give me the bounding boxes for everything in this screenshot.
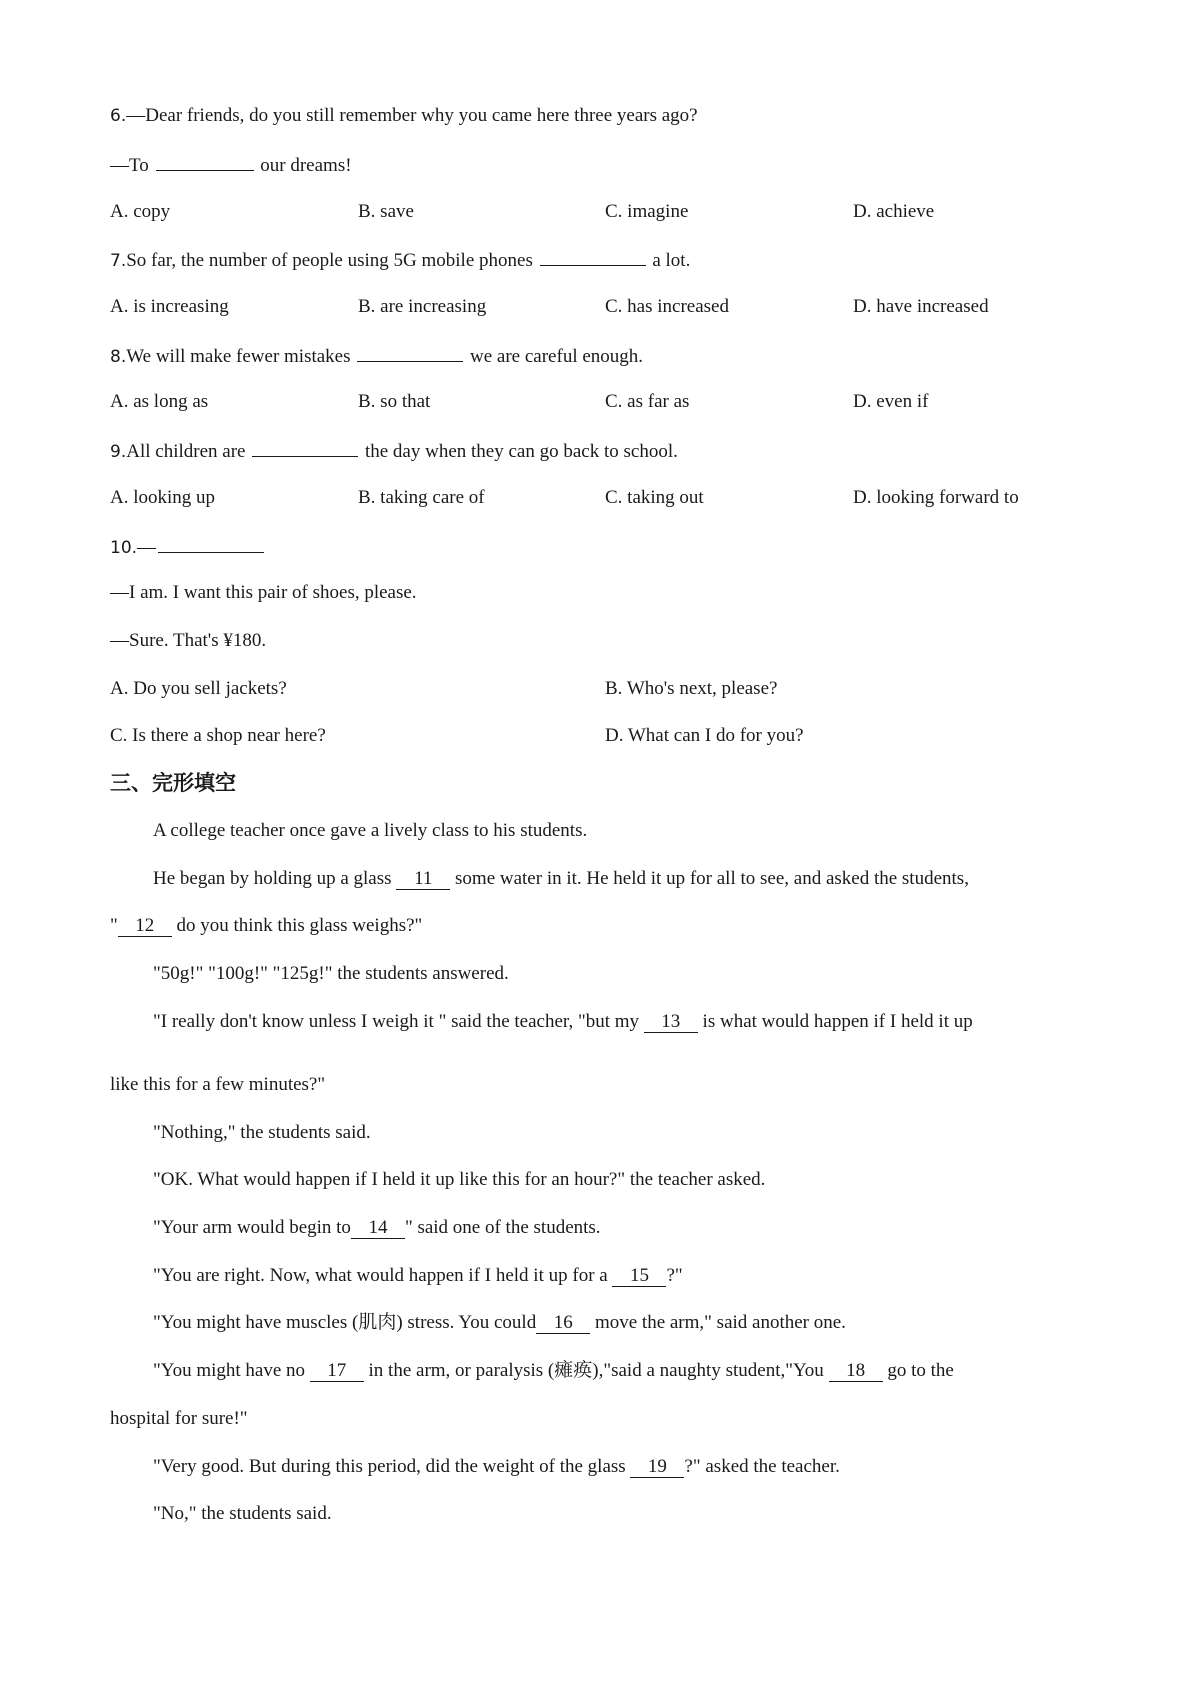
answer-blank bbox=[158, 534, 264, 553]
question-text: All children are bbox=[126, 441, 246, 462]
passage-paragraph: hospital for sure!" bbox=[110, 1408, 248, 1429]
passage-paragraph: "OK. What would happen if I held it up like this for an hour?" the teacher asked. bbox=[153, 1169, 766, 1190]
passage-paragraph: "Nothing," the students said. bbox=[153, 1122, 371, 1143]
option-a: A. is increasing bbox=[110, 296, 229, 317]
question-text: we are careful enough. bbox=[470, 346, 644, 367]
passage-text: move the arm," said another one. bbox=[594, 1312, 846, 1333]
passage-text: some water in it. He held it up for all to see, and asked the students, bbox=[455, 868, 969, 889]
passage-text: "You might have no bbox=[153, 1360, 306, 1381]
dialogue-line: —Sure. That's ¥180. bbox=[110, 630, 267, 651]
question-number: 9. bbox=[110, 442, 127, 462]
option-a: A. Do you sell jackets? bbox=[110, 678, 287, 699]
cloze-blank-13: 13 bbox=[644, 1012, 698, 1033]
option-b: B. save bbox=[358, 201, 414, 222]
cloze-blank-11: 11 bbox=[396, 869, 450, 890]
passage-text: do you think this glass weighs?" bbox=[176, 915, 423, 936]
passage-paragraph bbox=[153, 1264, 683, 1288]
passage-paragraph bbox=[153, 1359, 954, 1383]
cloze-blank-15: 15 bbox=[612, 1266, 666, 1287]
option-d: D. achieve bbox=[853, 201, 935, 222]
option-b: B. are increasing bbox=[358, 296, 487, 317]
cloze-blank-19: 19 bbox=[630, 1457, 684, 1478]
passage-paragraph bbox=[153, 1216, 601, 1240]
question-7-stem bbox=[110, 247, 690, 273]
cloze-blank-16: 16 bbox=[536, 1313, 590, 1334]
option-c: C. Is there a shop near here? bbox=[110, 725, 326, 746]
passage-text: He began by holding up a glass bbox=[153, 868, 392, 889]
answer-blank bbox=[357, 343, 463, 362]
question-text: —To bbox=[110, 155, 149, 176]
cloze-blank-17: 17 bbox=[310, 1361, 364, 1382]
passage-paragraph bbox=[110, 914, 422, 938]
option-b: B. taking care of bbox=[358, 487, 485, 508]
question-text: — bbox=[137, 537, 157, 558]
passage-text: in the arm, or paralysis (瘫痪),"said a naughty student,"You bbox=[368, 1360, 824, 1381]
answer-blank bbox=[156, 152, 254, 171]
question-9-stem bbox=[110, 438, 678, 464]
passage-text: "Very good. But during this period, did the weight of the glass bbox=[153, 1456, 626, 1477]
question-6-stem bbox=[110, 104, 698, 128]
cloze-blank-18: 18 bbox=[829, 1361, 883, 1382]
question-text: We will make fewer mistakes bbox=[126, 346, 351, 367]
question-number: 8. bbox=[110, 347, 127, 367]
option-c: C. as far as bbox=[605, 391, 690, 412]
passage-text: "Your arm would begin to bbox=[153, 1217, 351, 1238]
passage-text: is what would happen if I held it up bbox=[702, 1011, 973, 1032]
option-c: C. has increased bbox=[605, 296, 729, 317]
section-title: 三、完形填空 bbox=[110, 771, 236, 795]
option-c: C. imagine bbox=[605, 201, 689, 222]
question-number: 7. bbox=[110, 251, 127, 271]
option-c: C. taking out bbox=[605, 487, 704, 508]
passage-text: "You are right. Now, what would happen if I held it up for a bbox=[153, 1265, 608, 1286]
option-d: D. looking forward to bbox=[853, 487, 1019, 508]
passage-text: "I really don't know unless I weigh it " said the teacher, "but my bbox=[153, 1011, 640, 1032]
passage-paragraph: "No," the students said. bbox=[153, 1503, 332, 1524]
question-text: a lot. bbox=[652, 250, 691, 271]
question-10-stem bbox=[110, 534, 266, 560]
passage-text: " said one of the students. bbox=[404, 1217, 601, 1238]
option-b: B. Who's next, please? bbox=[605, 678, 778, 699]
passage-paragraph: like this for a few minutes?" bbox=[110, 1074, 326, 1095]
option-a: A. looking up bbox=[110, 487, 216, 508]
passage-text: "You might have muscles (肌肉) stress. You could bbox=[153, 1312, 537, 1333]
passage-text: go to the bbox=[887, 1360, 954, 1381]
option-d: D. What can I do for you? bbox=[605, 725, 804, 746]
passage-paragraph bbox=[153, 1010, 973, 1034]
answer-blank bbox=[540, 247, 646, 266]
question-text: —Dear friends, do you still remember why you came here three years ago? bbox=[126, 105, 698, 126]
question-6-answer-line bbox=[110, 152, 352, 178]
answer-blank bbox=[252, 438, 358, 457]
option-d: D. even if bbox=[853, 391, 929, 412]
question-number: 10. bbox=[110, 538, 138, 558]
question-text: the day when they can go back to school. bbox=[364, 441, 678, 462]
question-number: 6. bbox=[110, 106, 127, 126]
option-b: B. so that bbox=[358, 391, 431, 412]
passage-paragraph bbox=[153, 867, 969, 891]
dialogue-line: —I am. I want this pair of shoes, please. bbox=[110, 582, 417, 603]
passage-text: " bbox=[110, 915, 118, 936]
option-a: A. copy bbox=[110, 201, 171, 222]
passage-text: ?" asked the teacher. bbox=[684, 1456, 840, 1477]
question-8-stem bbox=[110, 343, 643, 369]
passage-paragraph bbox=[153, 1455, 840, 1479]
passage-paragraph bbox=[153, 1311, 846, 1335]
cloze-blank-12: 12 bbox=[118, 916, 172, 937]
question-text: our dreams! bbox=[260, 155, 352, 176]
option-a: A. as long as bbox=[110, 391, 209, 412]
question-text: So far, the number of people using 5G mobile phones bbox=[126, 250, 533, 271]
passage-paragraph: A college teacher once gave a lively class to his students. bbox=[153, 820, 588, 841]
cloze-blank-14: 14 bbox=[351, 1218, 405, 1239]
option-d: D. have increased bbox=[853, 296, 989, 317]
passage-text: ?" bbox=[666, 1265, 683, 1286]
passage-paragraph: "50g!" "100g!" "125g!" the students answered. bbox=[153, 963, 509, 984]
